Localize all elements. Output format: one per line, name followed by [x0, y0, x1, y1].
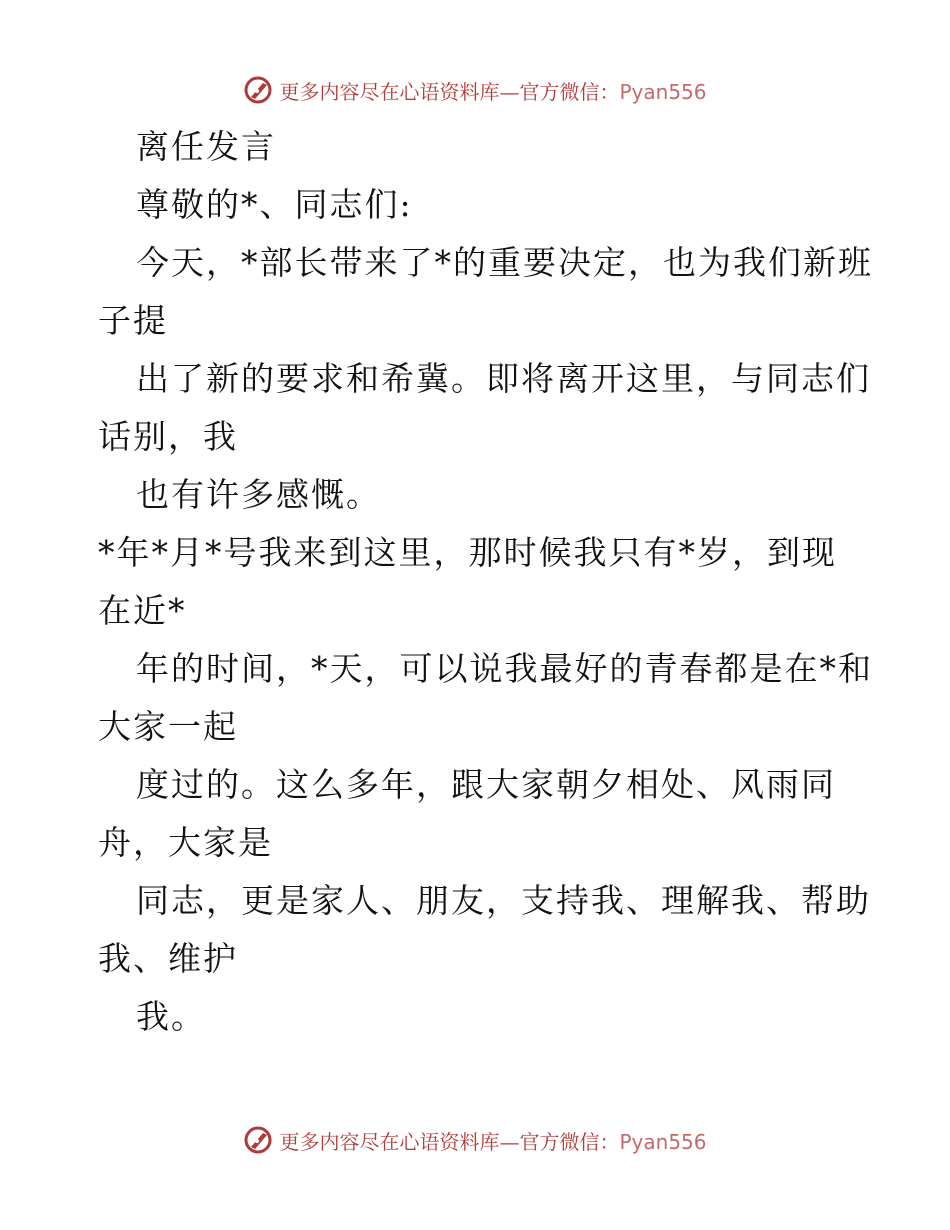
paragraph-line: 同志，更是家人、朋友，支持我、理解我、帮助	[136, 881, 871, 920]
header-banner-label: 更多内容尽在心语资料库—官方微信：	[279, 79, 620, 104]
paragraph-line: 大家一起	[98, 707, 238, 746]
header-banner-text	[279, 76, 706, 105]
paragraph-line: 今天，*部长带来了*的重要决定，也为我们新班	[136, 243, 873, 282]
paragraph-line: 子提	[98, 301, 168, 340]
document-title: 离任发言	[136, 127, 276, 166]
paragraph-line: 度过的。这么多年，跟大家朝夕相处、风雨同	[136, 765, 836, 804]
footer-banner	[0, 1120, 950, 1160]
header-wechat-id: Pyan556	[619, 79, 707, 104]
paragraph-line: 话别，我	[98, 417, 238, 456]
footer-wechat-id: Pyan556	[619, 1129, 707, 1154]
document-body	[98, 118, 873, 1046]
header-banner	[0, 70, 950, 110]
paragraph-line: 我。	[136, 997, 206, 1036]
footer-banner-text	[279, 1126, 706, 1155]
paragraph-line: 舟，大家是	[98, 823, 273, 862]
pen-nib-logo-icon	[243, 1125, 273, 1155]
paragraph-line: 在近*	[98, 591, 187, 630]
footer-banner-label: 更多内容尽在心语资料库—官方微信：	[279, 1129, 620, 1154]
pen-nib-logo-icon	[243, 75, 273, 105]
paragraph-line: 年的时间，*天，可以说我最好的青春都是在*和	[136, 649, 873, 688]
paragraph-line: 我、维护	[98, 939, 238, 978]
paragraph-line: *年*月*号我来到这里，那时候我只有*岁，到现	[98, 533, 837, 572]
salutation: 尊敬的*、同志们:	[136, 185, 413, 224]
paragraph-line: 也有许多感慨。	[136, 475, 381, 514]
paragraph-line: 出了新的要求和希冀。即将离开这里，与同志们	[136, 359, 871, 398]
